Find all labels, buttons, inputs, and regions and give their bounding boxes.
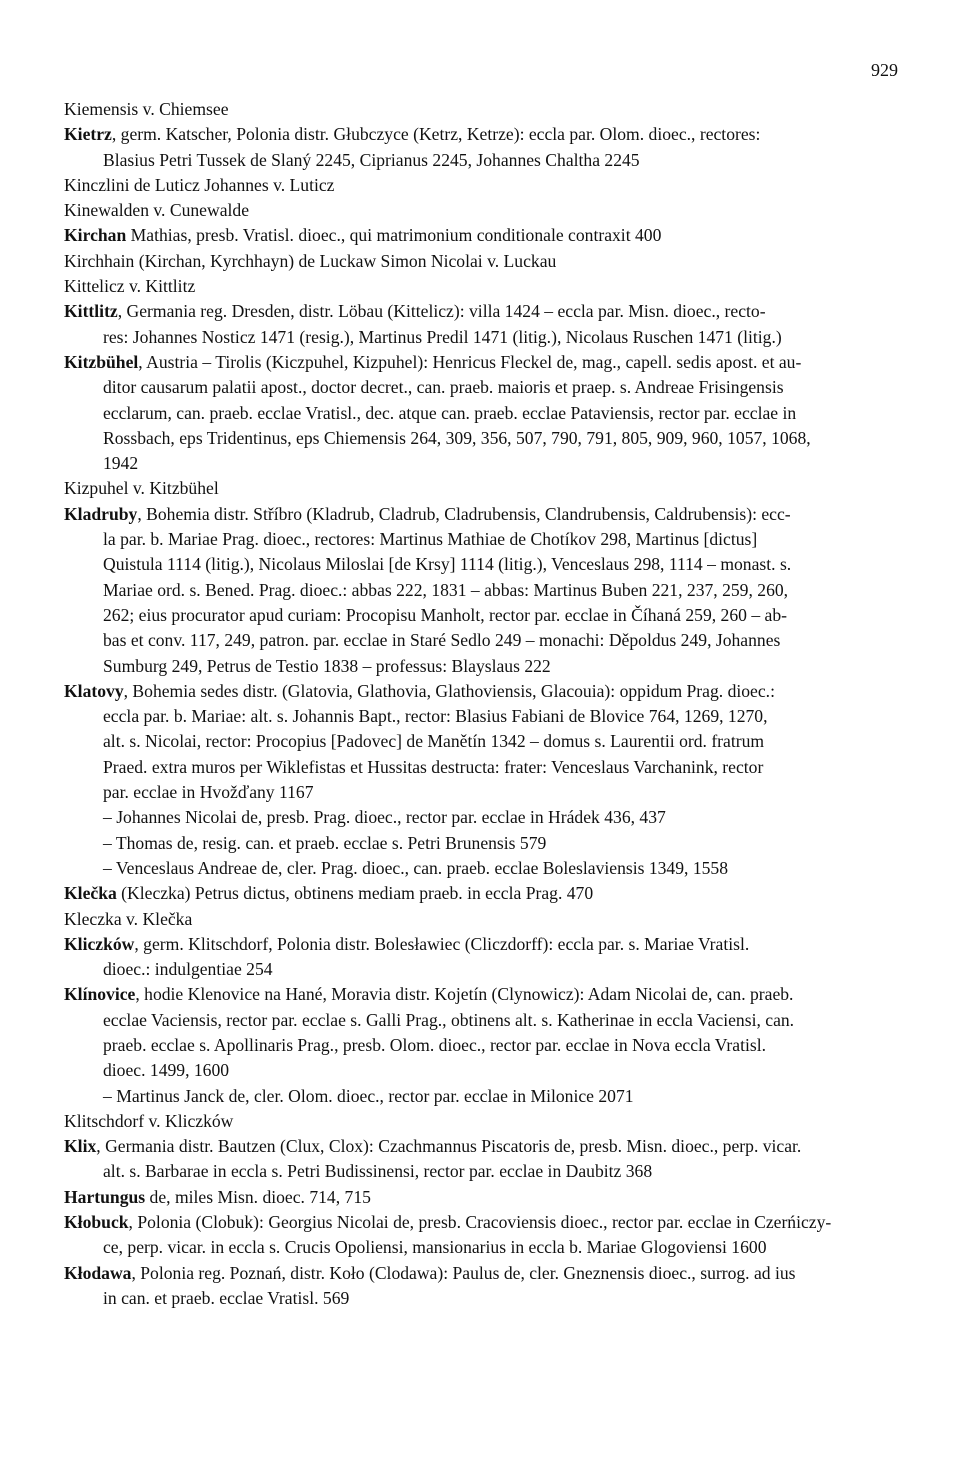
entry-text-line: – Martinus Janck de, cler. Olom. dioec., rector par. ecclae in Milonice 2071 — [103, 1085, 634, 1106]
entry-text-line: Kizpuhel v. Kitzbühel — [64, 478, 219, 499]
entry-headword: Klatovy — [64, 680, 124, 701]
entry-text-line: dioec.: indulgentiae 254 — [103, 959, 273, 980]
entry-text-line: Mathias, presb. Vratisl. dioec., qui matrimonium conditionale contraxit 400 — [126, 225, 662, 246]
entry-headword: Kittlitz — [64, 301, 118, 322]
index-entry — [64, 274, 898, 299]
entry-text-line: dioec. 1499, 1600 — [103, 1060, 230, 1081]
entry-text-line: ce, perp. vicar. in eccla s. Crucis Opoliensi, mansionarius in eccla b. Mariae Glogoviensi 1600 — [103, 1237, 767, 1258]
entry-text-line: eccla par. b. Mariae: alt. s. Johannis Bapt., rector: Blasius Fabiani de Blovice 764, 1269, 1270, — [103, 706, 768, 727]
entry-text-line: Kleczka v. Klečka — [64, 908, 193, 929]
entry-headword: Kliczków — [64, 933, 135, 954]
entry-text-line: Rossbach, eps Tridentinus, eps Chiemensis 264, 309, 356, 507, 790, 791, 805, 909, 960, 1057, 1068, — [103, 427, 811, 448]
entry-text-line: alt. s. Barbarae in eccla s. Petri Budissinensi, rector par. ecclae in Daubitz 368 — [103, 1161, 653, 1182]
entry-headword: Kitzbühel — [64, 351, 139, 372]
entry-text-line: res: Johannes Nosticz 1471 (resig.), Martinus Predil 1471 (litig.), Nicolaus Ruschen 1471 (litig.) — [103, 326, 782, 347]
entry-headword: Kłodawa — [64, 1262, 132, 1283]
entry-text-line: Quistula 1114 (litig.), Nicolaus Miloslai [de Krsy] 1114 (litig.), Venceslaus 298, 1114 – monast. s. — [103, 554, 792, 575]
entry-text-line: Kinczlini de Luticz Johannes v. Luticz — [64, 174, 335, 195]
entry-headword: Klínovice — [64, 984, 136, 1005]
entry-headword: Kłobuck — [64, 1212, 129, 1233]
entry-text-line: – Johannes Nicolai de, presb. Prag. dioec., rector par. ecclae in Hrádek 436, 437 — [103, 807, 666, 828]
sub-entry — [64, 1084, 898, 1109]
entry-text-line: ecclarum, can. praeb. ecclae Vratisl., dec. atque can. praeb. ecclae Pataviensis, rector par. ecclae in — [103, 402, 797, 423]
sub-entry — [64, 856, 898, 881]
entry-text-line: , Polonia (Clobuk): Georgius Nicolai de, presb. Cracoviensis dioec., rector par. ecclae in Czerńiczy- — [128, 1212, 832, 1233]
entry-text-line: Blasius Petri Tussek de Slaný 2245, Ciprianus 2245, Johannes Chaltha 2245 — [103, 149, 640, 170]
entry-text-line: , hodie Klenovice na Hané, Moravia distr. Kojetín (Clynowicz): Adam Nicolai de, can. praeb. — [135, 984, 794, 1005]
entry-text-line: (Kleczka) Petrus dictus, obtinens mediam praeb. in eccla Prag. 470 — [116, 883, 594, 904]
entry-headword: Kirchan — [64, 225, 127, 246]
sub-entry — [64, 805, 898, 830]
entry-text-line: bas et conv. 117, 249, patron. par. ecclae in Staré Sedlo 249 – monachi: Děpoldus 249, Johannes — [103, 630, 781, 651]
index-entry — [64, 982, 898, 1083]
entry-text-line: , Bohemia distr. Stříbro (Kladrub, Cladrub, Cladrubensis, Clandrubensis, Caldrubensis): ecc- — [137, 503, 791, 524]
entry-text-line: par. ecclae in Hvožďany 1167 — [103, 782, 314, 803]
index-entry — [64, 299, 898, 350]
entry-text-line: ecclae Vaciensis, rector par. ecclae s. Galli Prag., obtinens alt. s. Katherinae in eccla Vaciensi, can. — [103, 1009, 795, 1030]
entry-text-line: ditor causarum palatii apost., doctor decret., can. praeb. maioris et praep. s. Andreae Frisingensis — [103, 377, 784, 398]
index-entry — [64, 173, 898, 198]
index-entry — [64, 97, 898, 122]
index-entry — [64, 198, 898, 223]
entry-text-line: Sumburg 249, Petrus de Testio 1838 – professus: Blayslaus 222 — [103, 655, 551, 676]
entry-text-line: , Germania reg. Dresden, distr. Löbau (Kittelicz): villa 1424 – eccla par. Misn. dioec., recto- — [117, 301, 766, 322]
entry-text-line: 1942 — [103, 453, 139, 474]
index-entry — [64, 249, 898, 274]
entry-text-line: in can. et praeb. ecclae Vratisl. 569 — [103, 1287, 350, 1308]
entry-headword: Klečka — [64, 883, 117, 904]
entry-text-line: Klitschdorf v. Kliczków — [64, 1110, 234, 1131]
index-entry — [64, 1185, 898, 1210]
index-entry — [64, 932, 898, 983]
index-entry — [64, 223, 898, 248]
sub-entry — [64, 831, 898, 856]
index-entry — [64, 502, 898, 679]
entry-text-line: 262; eius procurator apud curiam: Procopisu Manholt, rector par. ecclae in Číhaná 259, 260 – ab- — [103, 604, 787, 625]
index-entry — [64, 350, 898, 476]
entry-text-line: , Polonia reg. Poznań, distr. Koło (Clodawa): Paulus de, cler. Gneznensis dioec., surrog. ad ius — [131, 1262, 796, 1283]
entry-headword: Hartungus — [64, 1186, 146, 1207]
index-entry — [64, 679, 898, 805]
index-entry — [64, 476, 898, 501]
index-entry — [64, 1261, 898, 1312]
entry-text-line: , germ. Klitschdorf, Polonia distr. Bolesławiec (Cliczdorff): eccla par. s. Mariae Vratisl. — [134, 933, 750, 954]
entry-text-line: Kinewalden v. Cunewalde — [64, 200, 250, 221]
page-number: 929 — [871, 60, 898, 80]
entry-text-line: de, miles Misn. dioec. 714, 715 — [145, 1186, 371, 1207]
entry-text-line: alt. s. Nicolai, rector: Procopius [Padovec] de Manětín 1342 – domus s. Laurentii ord. fratrum — [103, 731, 765, 752]
entry-text-line: , Austria – Tirolis (Kiczpuhel, Kizpuhel): Henricus Fleckel de, mag., capell. sedis apost. et au- — [138, 351, 802, 372]
entry-text-line: – Thomas de, resig. can. et praeb. ecclae s. Petri Brunensis 579 — [103, 832, 547, 853]
entry-text-line: Praed. extra muros per Wiklefistas et Hussitas destructa: frater: Venceslaus Varchanink, rector — [103, 756, 764, 777]
index-entry — [64, 907, 898, 932]
entry-text-line: Kittelicz v. Kittlitz — [64, 276, 196, 297]
index-entry — [64, 1134, 898, 1185]
index-entry — [64, 1109, 898, 1134]
entry-text-line: Kirchhain (Kirchan, Kyrchhayn) de Luckaw Simon Nicolai v. Luckau — [64, 250, 557, 271]
index-entry — [64, 122, 898, 173]
entry-text-line: Mariae ord. s. Bened. Prag. dioec.: abbas 222, 1831 – abbas: Martinus Buben 221, 237, 259, 260, — [103, 579, 789, 600]
entry-headword: Klix — [64, 1136, 97, 1157]
index-entry — [64, 881, 898, 906]
entry-text-line: , germ. Katscher, Polonia distr. Głubczyce (Ketrz, Ketrze): eccla par. Olom. dioec., rectores: — [111, 124, 761, 145]
entry-text-line: la par. b. Mariae Prag. dioec., rectores: Martinus Mathiae de Chotíkov 298, Martinus [dictus] — [103, 529, 758, 550]
index-entries — [64, 97, 898, 1311]
entry-text-line: – Venceslaus Andreae de, cler. Prag. dioec., can. praeb. ecclae Boleslaviensis 1349, 1558 — [103, 857, 729, 878]
entry-text-line: , Bohemia sedes distr. (Glatovia, Glathovia, Glathoviensis, Glacouia): oppidum Prag. dioec.: — [123, 680, 775, 701]
entry-headword: Kladruby — [64, 503, 138, 524]
index-entry — [64, 1210, 898, 1261]
entry-text-line: Kiemensis v. Chiemsee — [64, 99, 229, 119]
entry-headword: Kietrz — [64, 124, 112, 145]
entry-text-line: , Germania distr. Bautzen (Clux, Clox): Czachmannus Piscatoris de, presb. Misn. dioec., perp. vicar. — [96, 1136, 802, 1157]
entry-text-line: praeb. ecclae s. Apollinaris Prag., presb. Olom. dioec., rector par. ecclae in Nova eccla Vratisl. — [103, 1034, 767, 1055]
